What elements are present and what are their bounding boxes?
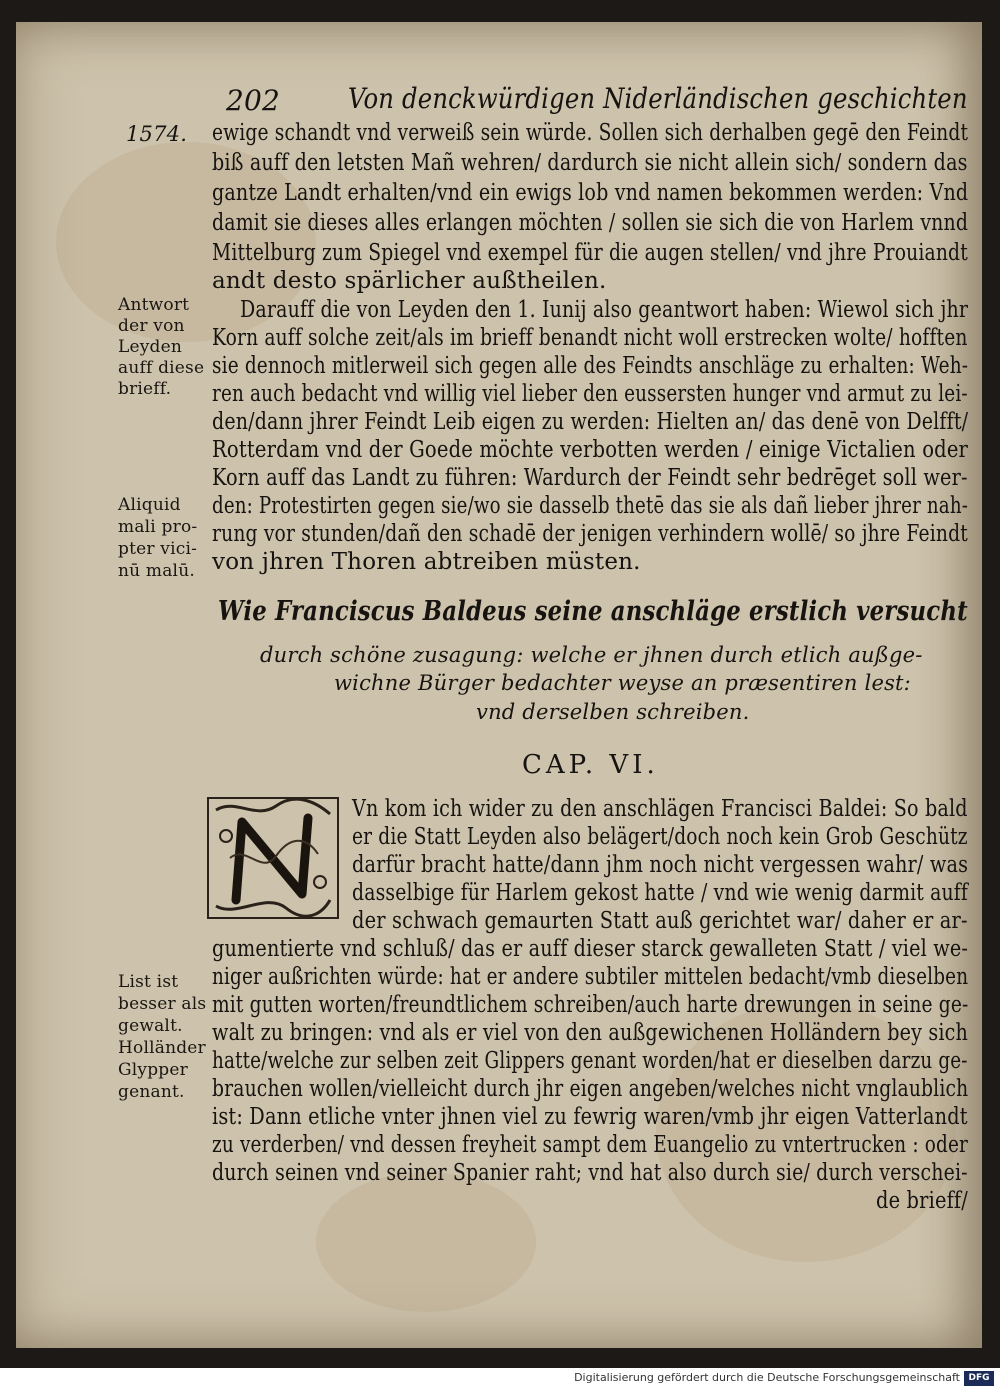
margin-note-line: brieff. — [118, 379, 172, 399]
body-line: sie dennoch mitlerweil sich gegen alle des Feindts anschläge zu erhalten: Weh- — [212, 353, 969, 379]
body-line: von jhren Thoren abtreiben müsten. — [212, 549, 641, 575]
body-line: gumentierte vnd schluß/ das er auff dieser starck gewalleten Statt / viel we- — [212, 936, 969, 962]
ornamental-initial-n — [206, 796, 340, 920]
chapter-heading-sub: wichne Bürger bedachter weyse an præsentiren lest: — [334, 671, 911, 695]
margin-note-line: Leyden — [118, 337, 183, 357]
catchword-line: de brieff/ — [876, 1188, 968, 1214]
body-line: ewige schandt vnd verweiß sein würde. Sollen sich derhalben gegē den Feindt — [212, 120, 969, 146]
body-line: gantze Landt erhalten/vnd ein ewigs lob vnd namen bekommen werden: Vnd — [212, 180, 969, 206]
chapter-label: CAP. VI. — [522, 750, 659, 780]
margin-note-line: List ist — [118, 972, 179, 992]
margin-note-line: besser als — [118, 994, 207, 1014]
year-marker: 1574. — [126, 122, 188, 146]
margin-note-line: Holländer — [118, 1038, 206, 1058]
chapter-heading-sub: vnd derselben schreiben. — [476, 700, 750, 724]
chapter-heading: Wie Franciscus Baldeus seine anschläge erstlich versucht — [218, 596, 968, 627]
body-line: Darauff die von Leyden den 1. Iunij also geantwort haben: Wiewol sich jhr — [240, 297, 969, 323]
body-line: Rotterdam vnd der Goede möchte verbotten werden / einige Victalien oder — [212, 437, 969, 463]
body-line: damit sie dieses alles erlangen möchten / sollen sie sich die von Harlem vnnd — [212, 210, 969, 236]
margin-note-line: gewalt. — [118, 1016, 183, 1036]
margin-note-line: Glypper — [118, 1060, 188, 1080]
body-line: andt desto spärlicher außtheilen. — [212, 268, 607, 294]
body-line: durch seinen vnd seiner Spanier raht; vnd hat also durch sie/ durch verschei- — [212, 1160, 968, 1186]
margin-note-line: nū malū. — [118, 561, 195, 581]
body-line: niger außrichten würde: hat er andere subtiler mittelen bedacht/vmb dieselben — [212, 964, 969, 990]
dfg-logo[interactable]: DFG — [964, 1371, 994, 1386]
margin-note-line: Aliquid — [118, 495, 181, 515]
body-line: Vn kom ich wider zu den anschlägen Francisci Baldei: So bald — [352, 796, 968, 822]
body-line: Korn auff das Landt zu führen: Wardurch der Feindt sehr bedrēget soll wer- — [212, 465, 968, 491]
body-line: er die Statt Leyden also belägert/doch noch kein Grob Geschütz — [352, 824, 968, 850]
body-line: brauchen wollen/vielleicht durch jhr eigen angeben/welches nicht vnglaublich — [212, 1076, 969, 1102]
margin-note-line: pter vici- — [118, 539, 198, 559]
body-line: mit gutten worten/freundtlichem schreiben/auch harte drewungen in seine ge- — [212, 992, 969, 1018]
body-line: ist: Dann etliche vnter jhnen viel zu fewrig waren/vmb jhr eigen Vatterlandt — [212, 1104, 968, 1130]
body-line: den/dann jhrer Feindt Leib eigen zu werden: Hielten an/ das denē von Delfft/ — [212, 409, 969, 435]
running-title: Von denckwürdigen Niderländischen geschichten — [348, 82, 968, 115]
body-line: der schwach gemaurten Statt auß gerichtet war/ daher er ar- — [352, 908, 968, 934]
page-number: 202 — [226, 84, 281, 117]
margin-note-line: auff diese — [118, 358, 205, 378]
footer-bar — [0, 1368, 1000, 1390]
chapter-heading-sub: durch schöne zusagung: welche er jhnen durch etlich außge- — [260, 643, 923, 667]
body-line: ren auch bedacht vnd willig viel lieber den eussersten hunger vnd armut zu lei- — [212, 381, 968, 407]
margin-note-line: Antwort — [118, 295, 190, 315]
body-line: rung vor stunden/dañ den schadē der jenigen verhindern wollē/ so jhre Feindt — [212, 521, 968, 547]
body-line: dasselbige für Harlem gekost hatte / vnd wie wenig darmit auff — [352, 880, 969, 906]
body-line: walt zu bringen: vnd als er viel von den außgewichenen Holländern bey sich — [212, 1020, 969, 1046]
body-line: den: Protestirten gegen sie/wo sie dasselb thetē das sie als dañ lieber jhrer nah- — [212, 493, 969, 519]
footer-credit: Digitalisierung gefördert durch die Deutsche Forschungsgemeinschaft — [574, 1371, 960, 1384]
margin-note-line: mali pro- — [118, 517, 198, 537]
body-line: biß auff den letsten Mañ wehren/ dardurch sie nicht allein sich/ sondern das — [212, 150, 968, 176]
body-line: hatte/welche zur selben zeit Glippers genant worden/hat er dieselben darzu ge- — [212, 1048, 968, 1074]
margin-note-line: der von — [118, 316, 185, 336]
body-line: zu verderben/ vnd dessen freyheit sampt dem Euangelio zu vntertrucken : oder — [212, 1132, 969, 1158]
margin-note-line: genant. — [118, 1082, 185, 1102]
body-line: darfür bracht hatte/dann jhm noch nicht vergessen wahr/ was — [352, 852, 969, 878]
body-line: Mittelburg zum Spiegel vnd exempel für die augen stellen/ vnd jhre Prouiandt — [212, 240, 968, 266]
body-line: Korn auff solche zeit/als im brieff benandt nicht woll erstrecken wolte/ hofften — [212, 325, 968, 351]
